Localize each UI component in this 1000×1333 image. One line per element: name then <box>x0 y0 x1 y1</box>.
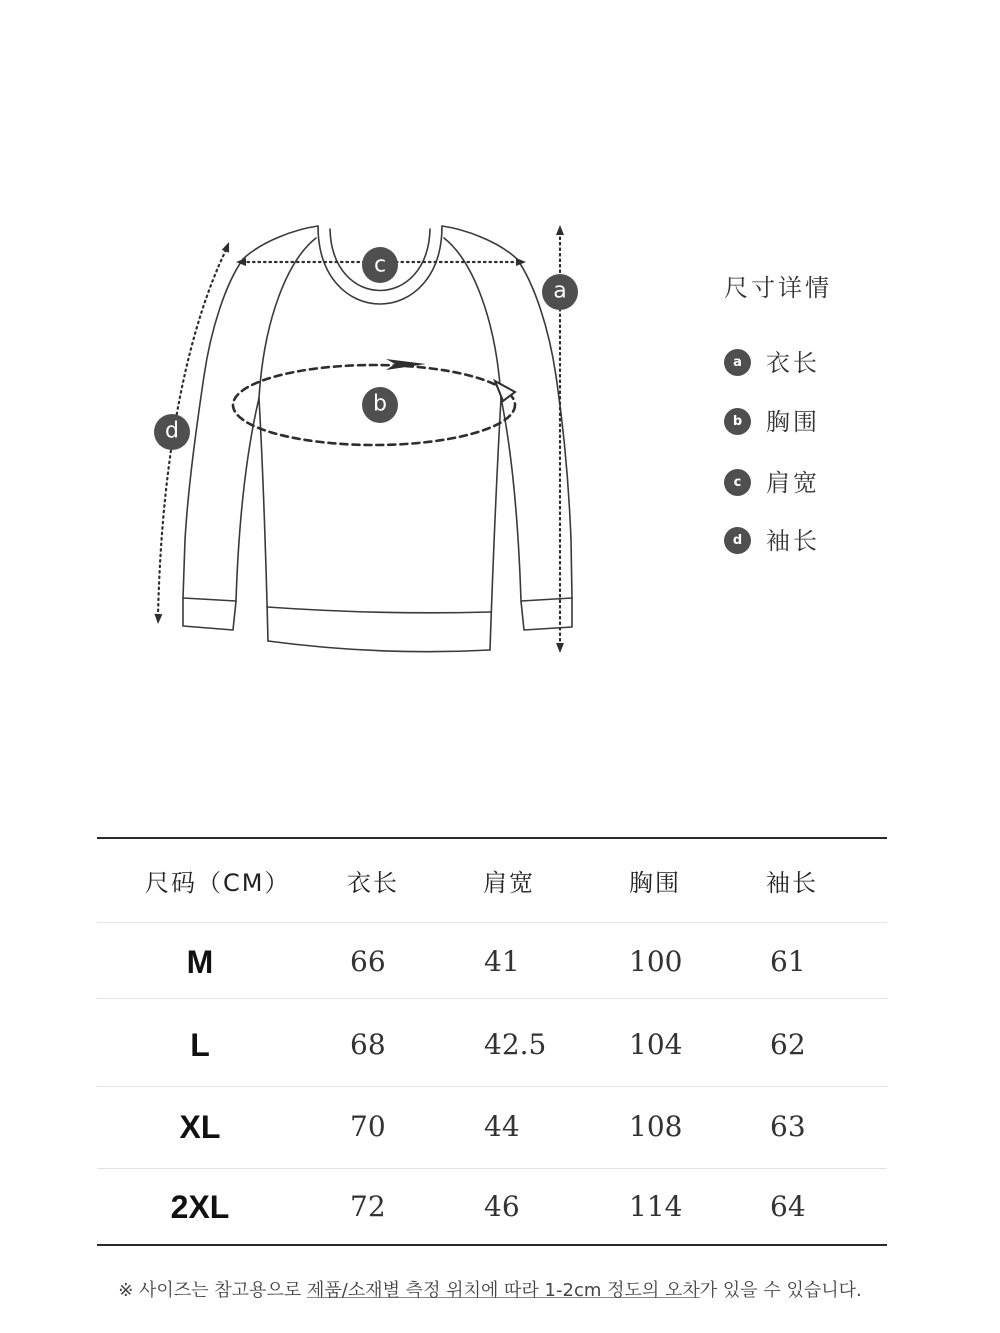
cell-sleeve: 63 <box>770 1110 806 1143</box>
left-sleeve-inner-edge <box>236 398 259 601</box>
table-row <box>0 1177 1000 1237</box>
table-bottom-rule <box>97 1244 887 1246</box>
cell-length: 72 <box>350 1190 386 1223</box>
left-sleeve-outer-edge <box>183 226 318 598</box>
marker-chest <box>362 387 398 423</box>
legend-item-sleeve <box>724 525 894 557</box>
guide-arrowheads <box>154 225 567 653</box>
legend-item-length <box>724 347 894 379</box>
disclaimer-prefix: ※ 사이즈는 참고용으로 <box>118 1280 307 1301</box>
table-header-row <box>0 853 1000 913</box>
legend-key-a: a <box>724 349 751 376</box>
marker-shoulder-letter: c <box>373 252 387 278</box>
table-divider <box>97 922 887 923</box>
marker-length-letter: a <box>553 278 567 304</box>
left-cuff <box>183 598 236 630</box>
disclaimer-suffix: 가 있을 수 있습니다. <box>699 1280 862 1301</box>
legend-label-sleeve: 袖长 <box>766 527 820 555</box>
row-size-label: 2XL <box>170 1189 230 1225</box>
sleeve-arrow-bottom-icon <box>154 614 162 624</box>
length-arrow-bottom-icon <box>556 643 564 653</box>
disclaimer-underlined: 제품/소재별 측정 위치에 따라 1-2cm 정도의 오차 <box>306 1280 700 1301</box>
legend-key-c: c <box>724 469 751 496</box>
table-divider <box>97 1168 887 1169</box>
header-shoulder: 肩宽 <box>483 869 535 897</box>
cell-chest: 108 <box>629 1110 683 1143</box>
cell-chest: 104 <box>629 1028 683 1061</box>
header-length: 衣长 <box>347 869 399 897</box>
marker-shoulder <box>362 247 398 283</box>
sweater-outline <box>183 226 572 652</box>
marker-chest-letter: b <box>373 391 387 417</box>
measurement-guides <box>158 232 560 646</box>
header-chest: 胸围 <box>629 869 681 897</box>
cell-shoulder: 46 <box>484 1190 520 1223</box>
cell-chest: 114 <box>629 1190 683 1223</box>
cell-sleeve: 61 <box>770 945 806 978</box>
legend-key-b: b <box>724 408 751 435</box>
cell-sleeve: 62 <box>770 1028 806 1061</box>
row-size-label: XL <box>179 1109 221 1145</box>
measurement-disclaimer <box>90 1276 890 1306</box>
cell-shoulder: 42.5 <box>484 1028 547 1061</box>
cell-chest: 100 <box>629 945 683 978</box>
sleeve-arrow-top-icon <box>222 242 229 253</box>
left-body-side <box>259 398 268 641</box>
legend-item-chest <box>724 406 894 438</box>
table-top-rule <box>97 837 887 839</box>
table-row <box>0 1097 1000 1157</box>
table-row <box>0 1015 1000 1075</box>
legend-label-chest: 胸围 <box>766 408 820 436</box>
legend-item-shoulder <box>724 467 894 499</box>
legend-label-length: 衣长 <box>766 349 820 377</box>
cell-length: 66 <box>350 945 386 978</box>
legend-key-d: d <box>724 527 751 554</box>
hem-bottom-edge <box>268 641 490 652</box>
marker-length <box>542 274 578 310</box>
table-row <box>0 932 1000 992</box>
cell-shoulder: 44 <box>484 1110 520 1143</box>
legend-title: 尺寸详情 <box>724 274 832 302</box>
header-size: 尺码（CM） <box>145 869 291 897</box>
right-sleeve-inner-edge <box>501 398 521 601</box>
row-size-label: M <box>186 944 214 980</box>
legend-label-shoulder: 肩宽 <box>766 469 820 497</box>
cell-shoulder: 41 <box>484 945 520 978</box>
marker-sleeve <box>154 414 190 450</box>
cell-length: 68 <box>350 1028 386 1061</box>
cell-length: 70 <box>350 1110 386 1143</box>
length-arrow-top-icon <box>556 225 564 235</box>
table-divider <box>97 998 887 999</box>
row-size-label: L <box>190 1027 210 1063</box>
right-cuff <box>521 598 572 630</box>
marker-sleeve-letter: d <box>165 418 179 444</box>
shoulder-arrow-left-icon <box>236 258 246 266</box>
cell-sleeve: 64 <box>770 1190 806 1223</box>
header-sleeve: 袖长 <box>766 869 818 897</box>
table-divider <box>97 1086 887 1087</box>
hem-band-top <box>267 607 491 613</box>
